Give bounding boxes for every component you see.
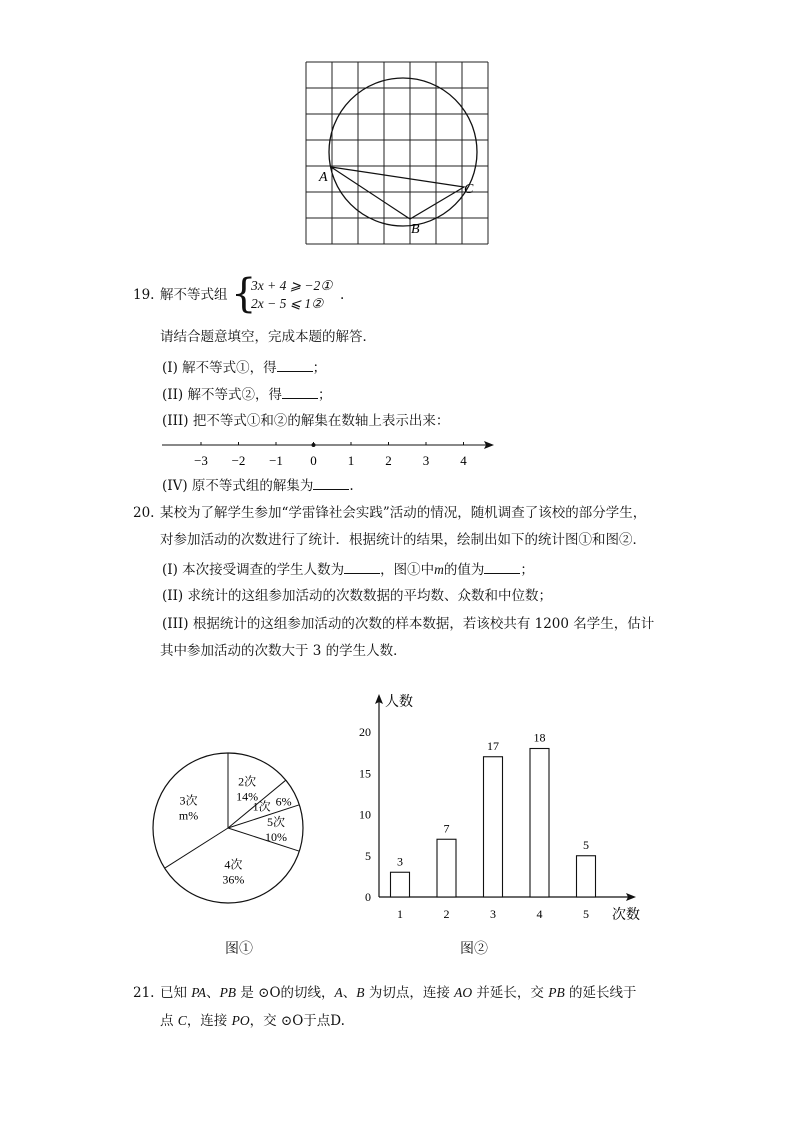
q21-text: 点 [160,1013,178,1029]
q21-math-var: PO [231,1013,250,1028]
y-tick-label: 15 [359,766,371,781]
q21-math-var: PB [219,985,237,1000]
circle [329,78,477,226]
q21-text: 并延长，交 [472,985,549,1001]
q19-stem: 解不等式组 [160,287,228,303]
q21-math-var: B [356,985,365,1000]
number-line [158,436,500,472]
q21-number: 21. [133,985,155,1001]
q21-math-var: PB [548,985,565,1000]
label-a: A [319,170,328,185]
q19-part4-suffix: . [349,478,354,494]
q21-math-var: PA [191,985,207,1000]
pie-slice-label: 1次 [252,799,271,814]
q19-part3: (III) 把不等式①和②的解集在数轴上表示出来： [162,413,450,429]
q21-text: ，连接 [186,1013,232,1029]
q20-part1-blank1[interactable] [344,559,380,574]
bar-value-label: 5 [583,837,589,852]
q19-part2-text: (II) 解不等式②，得 [162,387,282,403]
y-tick-label: 20 [359,725,371,739]
q21-text: 为切点，连接 [364,985,455,1001]
pie-slice-label: 2次 [238,774,257,789]
bar [484,757,503,897]
q21-text: ，交 ⊙O于点D. [249,1013,345,1029]
q19-part1-suffix: ； [312,360,327,376]
q20-number: 20. [133,505,155,521]
bar-value-label: 17 [487,738,499,753]
q21-text: 、 [342,985,357,1001]
q19-part2-blank[interactable] [282,384,318,399]
q21-text: 、 [206,985,220,1001]
q20-part1 [162,559,534,579]
label-b: B [411,222,420,237]
x-tick-label: 1 [397,907,403,921]
q21-line2 [160,1012,345,1030]
q20-line1: 某校为了解学生参加“学雷锋社会实践”活动的情况，随机调查了该校的部分学生， [160,505,647,521]
y-tick-label: 10 [359,807,371,822]
q20-part3-line1: (III) 根据统计的这组参加活动的次数的样本数据，若该校共有 1200 名学生，估计 [162,616,655,632]
pie-caption: 图① [225,941,253,957]
bar-caption: 图② [460,941,488,957]
bar [577,856,596,897]
q19-instruction: 请结合题意填空，完成本题的解答． [160,329,376,345]
triangle-abc [331,167,464,219]
y-tick-label: 5 [365,848,371,863]
y-axis-label: 人数 [385,695,413,710]
q19-number: 19. [133,287,155,303]
bar-value-label: 3 [397,854,403,869]
q21-text: 的延长线于 [564,985,637,1001]
x-tick-label: 4 [536,907,543,921]
number-line-tick-label: −3 [194,453,208,468]
q20-part1-text: (I) 本次接受调查的学生人数为 [162,562,345,578]
x-axis-label: 次数 [612,908,640,923]
number-line-tick-label: −1 [269,453,283,468]
q19-stem-end: . [340,287,345,303]
q20-part1-var: m [434,562,444,577]
q21-math-var: AO [454,985,473,1000]
x-tick-label: 2 [443,907,450,921]
q21-line1 [160,984,637,1002]
q19-part1-blank[interactable] [277,357,313,372]
origin-dot [312,443,316,447]
q20-part3-line2: 其中参加活动的次数大于 3 的学生人数． [160,643,407,659]
q19-eq1: 3x + 4 ⩾ −2① [251,278,333,293]
q21-math-var: C [177,1013,187,1028]
pie-chart [148,748,308,908]
bar-chart [345,688,645,928]
label-c: C [464,182,474,197]
q21-text: 是 ⊙O的切线， [236,985,335,1001]
q19-eq2: 2x − 5 ⩽ 1② [251,296,324,311]
q20-part1-mid: ，图①中 [380,562,435,578]
pie-slice-label: 5次 [266,815,286,829]
q21-math-var: A [334,985,343,1000]
q20-part1-blank2[interactable] [484,559,520,574]
q19-part4 [162,475,354,495]
q21-text: 已知 [160,985,192,1001]
q19-part4-blank[interactable] [313,475,349,490]
pie-slice-label: 3次 [179,793,198,808]
bar [530,749,549,898]
number-line-tick-label: −2 [231,453,246,468]
number-line-tick-label: 4 [460,453,467,468]
grid-lines [306,62,488,244]
q20-part2: (II) 求统计的这组参加活动的次数数据的平均数、众数和中位数； [162,588,552,604]
pie-slice-percent: 36% [222,872,245,887]
q19-part2-suffix: ； [318,387,332,403]
number-line-tick-label: 3 [422,453,430,468]
bar-value-label: 18 [533,730,546,745]
pie-slice-percent: m% [178,808,199,823]
x-tick-label: 5 [583,907,589,921]
bar-marks [391,731,596,922]
number-line-tick-label: 2 [385,453,392,468]
q20-part1-mid2: 的值为 [443,562,485,578]
q19-part1 [162,357,326,377]
system-brace: { [231,271,257,317]
grid-circle-figure [300,58,496,250]
pie-slice-label: 4次 [224,857,243,872]
number-line-tick-label: 0 [310,453,317,468]
q20-part1-suffix: ； [520,562,534,578]
q19-part1-text: (I) 解不等式①，得 [162,360,277,376]
bar-value-label: 7 [443,821,450,836]
bar [437,839,456,897]
q19-part4-text: (IV) 原不等式组的解集为 [162,478,314,494]
pie-slice-percent: 6% [275,794,292,809]
y-tick-label: 0 [365,890,371,904]
pie-slice-percent: 14% [236,789,259,804]
q19-part2 [162,384,332,404]
bar [391,872,410,897]
number-line-tick-label: 1 [347,453,355,468]
q20-line2: 对参加活动的次数进行了统计．根据统计的结果，绘制出如下的统计图①和图②． [160,532,646,548]
pie-slice-percent: 10% [265,830,287,844]
x-tick-label: 3 [490,907,496,921]
number-line-ticks [194,442,467,468]
